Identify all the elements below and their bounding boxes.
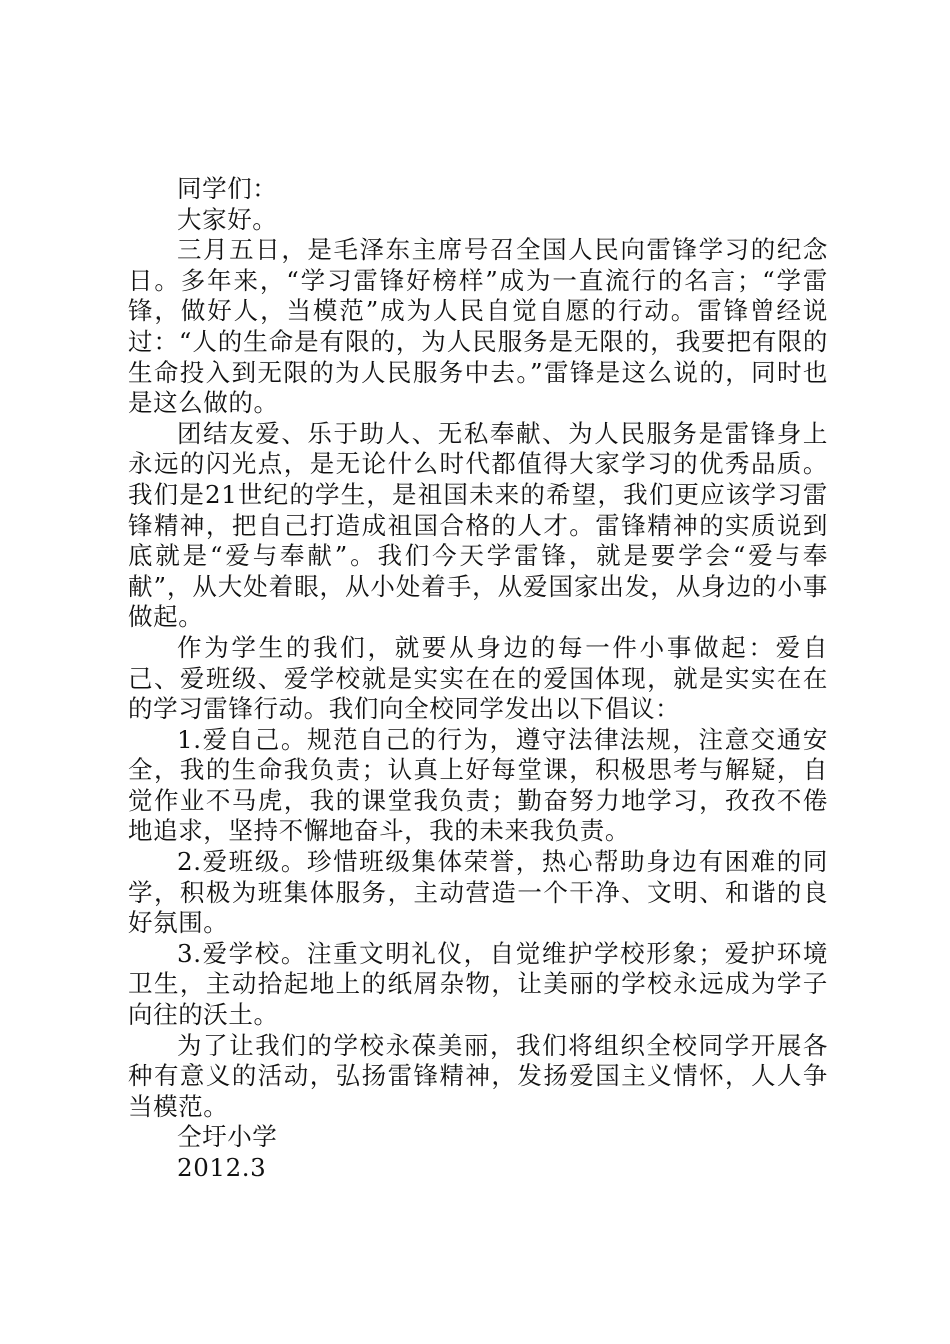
proposal-item-love-class: 2.爱班级。珍惜班级集体荣誉，热心帮助身边有困难的同学，积极为班集体服务，主动营造一个干净、文明、和谐的良好氛围。	[128, 847, 828, 938]
paragraph-closing: 为了让我们的学校永葆美丽，我们将组织全校同学开展各种有意义的活动，弘扬雷锋精神，发扬爱国主义情怀，人人争当模范。	[128, 1030, 828, 1121]
salutation: 同学们：	[177, 174, 278, 203]
document-date: 2012.3	[177, 1153, 267, 1182]
paragraph-memorial-day: 三月五日，是毛泽东主席号召全国人民向雷锋学习的纪念日。多年来，“学习雷锋好榜样”成为一直流行的名言；“学雷锋，做好人，当模范”成为人民自觉自愿的行动。雷锋曾经说过：“人的生命是有限的，为人民服务是无限的，我要把有限的生命投入到无限的为人民服务中去。”雷锋是这么说的，同时也是这么做的。	[128, 235, 828, 418]
paragraph-proposal-intro: 作为学生的我们，就要从身边的每一件小事做起：爱自己、爱班级、爱学校就是实实在在的爱国体现，就是实实在在的学习雷锋行动。我们向全校同学发出以下倡议：	[128, 632, 828, 724]
proposal-item-love-school: 3.爱学校。注重文明礼仪，自觉维护学校形象；爱护环境卫生，主动拾起地上的纸屑杂物，让美丽的学校永远成为学子向往的沃土。	[128, 938, 828, 1030]
proposal-item-love-self: 1.爱自己。规范自己的行为，遵守法律法规，注意交通安全，我的生命我负责；认真上好每堂课，积极思考与解疑，自觉作业不马虎，我的课堂我负责；勤奋努力地学习，孜孜不倦地追求，坚持不懈地奋斗，我的未来我负责。	[128, 724, 828, 846]
greeting: 大家好。	[177, 204, 278, 234]
document-body	[128, 174, 828, 1184]
signature: 仝圩小学	[177, 1122, 278, 1152]
paragraph-lei-feng-spirit: 团结友爱、乐于助人、无私奉献、为人民服务是雷锋身上永远的闪光点，是无论什么时代都值得大家学习的优秀品质。我们是21世纪的学生，是祖国未来的希望，我们更应该学习雷锋精神，把自己打造成祖国合格的人才。雷锋精神的实质说到底就是“爱与奉献”。我们今天学雷锋，就是要学会“爱与奉献”，从大处着眼，从小处着手，从爱国家出发，从身边的小事做起。	[128, 418, 828, 632]
